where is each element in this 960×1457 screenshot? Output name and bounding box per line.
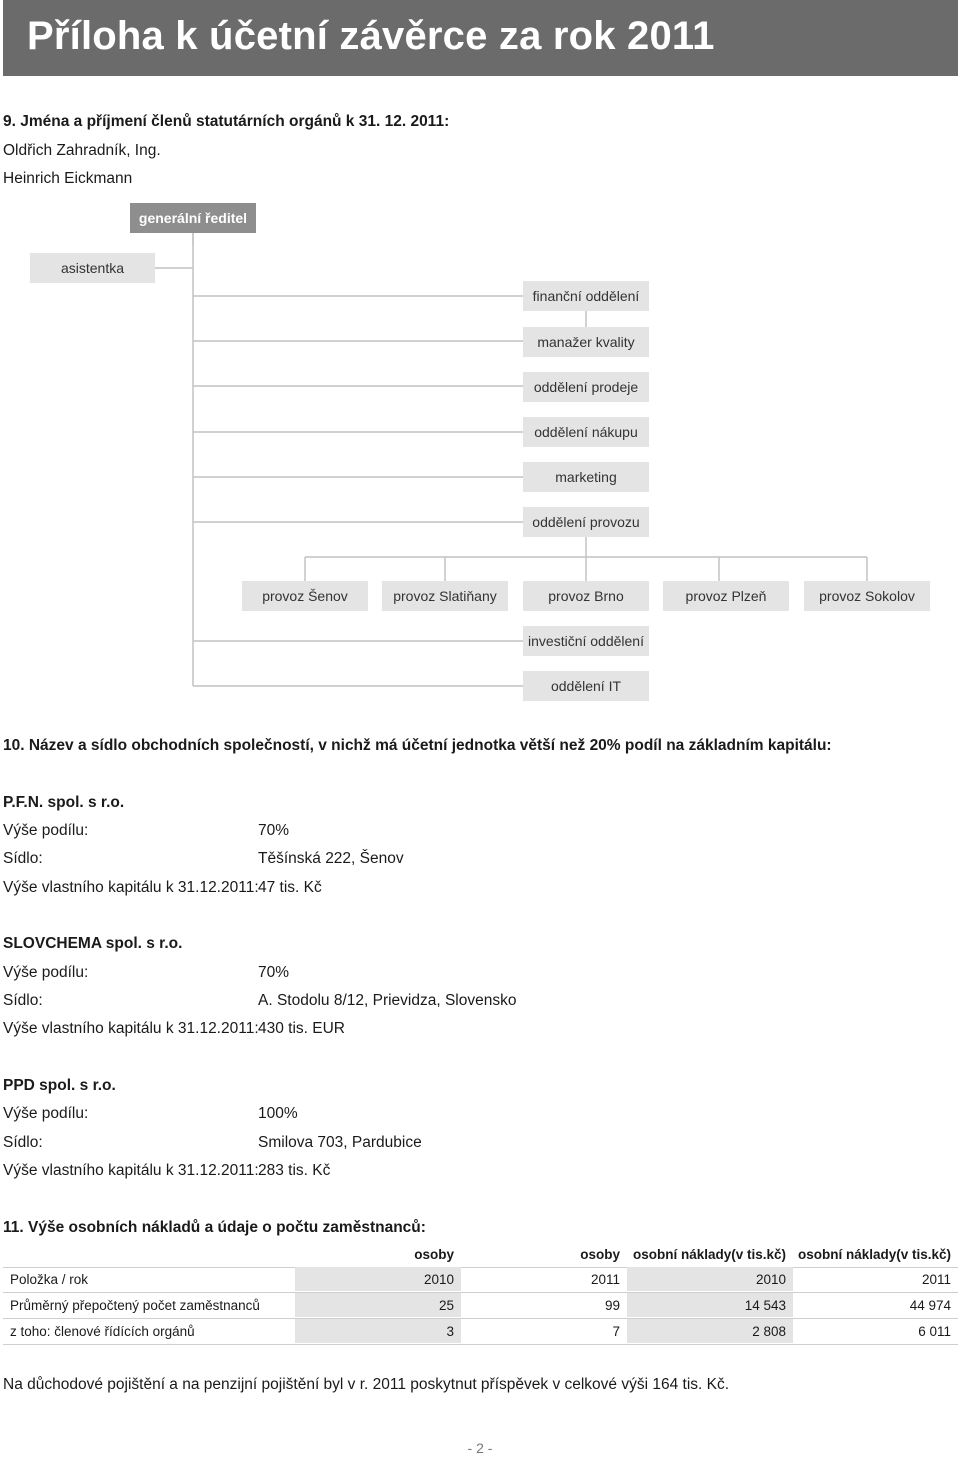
company-share-label: Výše podílu: — [3, 1105, 89, 1122]
company-seat-label: Sídlo: — [3, 1134, 43, 1151]
personnel-table — [3, 1242, 958, 1345]
section10-heading: 10. Název a sídlo obchodních společností, v nichž má účetní jednotka větší než 20% podíl na základním kapitálu: — [3, 737, 832, 754]
table-cell: 2010 — [627, 1267, 793, 1291]
org-box-department: finanční oddělení — [523, 281, 649, 311]
org-box-plant: provoz Brno — [523, 581, 649, 611]
org-box-department: oddělení nákupu — [523, 417, 649, 447]
company-seat-value: Smilova 703, Pardubice — [258, 1134, 422, 1151]
column-header: osoby — [580, 1246, 620, 1262]
company-seat-value: Těšínská 222, Šenov — [258, 850, 404, 867]
org-box-ceo: generální ředitel — [130, 203, 256, 233]
table-row — [3, 1293, 958, 1319]
column-header: osobní náklady(v tis.kč) — [797, 1246, 951, 1262]
member-name: Oldřich Zahradník, Ing. — [3, 142, 161, 159]
table-header-row — [3, 1242, 958, 1267]
company-share-value: 70% — [258, 822, 290, 839]
member-name: Heinrich Eickmann — [3, 170, 133, 187]
org-box-department: oddělení prodeje — [523, 372, 649, 402]
company-name: SLOVCHEMA spol. s r.o. — [3, 935, 183, 952]
page-number: - 2 - — [467, 1440, 493, 1456]
company-share-label: Výše podílu: — [3, 964, 89, 981]
company-share-label: Výše podílu: — [3, 822, 89, 839]
table-cell: 2011 — [921, 1271, 951, 1287]
company-capital-label: Výše vlastního kapitálu k 31.12.2011: — [3, 1020, 259, 1037]
table-cell: 14 543 — [627, 1293, 793, 1317]
row-label: Průměrný přepočtený počet zaměstnanců — [10, 1297, 260, 1313]
org-box-it: oddělení IT — [523, 671, 649, 701]
company-capital-label: Výše vlastního kapitálu k 31.12.2011: — [3, 1162, 259, 1179]
company-capital-label: Výše vlastního kapitálu k 31.12.2011: — [3, 879, 259, 896]
org-box-department: manažer kvality — [523, 327, 649, 357]
table-cell: 2011 — [590, 1271, 620, 1287]
company-seat-value: A. Stodolu 8/12, Prievidza, Slovensko — [258, 992, 517, 1009]
org-box-plant: provoz Šenov — [242, 581, 368, 611]
column-header: osoby — [414, 1246, 454, 1262]
table-row — [3, 1319, 958, 1345]
org-box-plant: provoz Slatiňany — [382, 581, 508, 611]
company-share-value: 100% — [258, 1105, 298, 1122]
company-capital-value: 430 tis. EUR — [258, 1020, 346, 1037]
pension-footnote: Na důchodové pojištění a na penzijní pojištění byl v r. 2011 poskytnut příspěvek v celkové výši 164 tis. Kč. — [3, 1376, 730, 1393]
company-share-value: 70% — [258, 964, 290, 981]
section9-heading: 9. Jména a příjmení členů statutárních orgánů k 31. 12. 2011: — [3, 113, 450, 130]
table-cell: 2 808 — [627, 1319, 793, 1343]
company-seat-label: Sídlo: — [3, 850, 43, 867]
table-cell: 3 — [295, 1319, 461, 1343]
column-header: osobní náklady(v tis.kč) — [632, 1246, 786, 1262]
org-box-investment: investiční oddělení — [523, 626, 649, 656]
company-capital-value: 283 tis. Kč — [258, 1162, 331, 1179]
org-box-department: marketing — [523, 462, 649, 492]
row-label: Položka / rok — [10, 1271, 89, 1287]
company-capital-value: 47 tis. Kč — [258, 879, 322, 896]
org-box-department: oddělení provozu — [523, 507, 649, 537]
org-box-assistant: asistentka — [30, 253, 155, 283]
page-title: Příloha k účetní závěrce za rok 2011 — [27, 14, 715, 58]
company-name: PPD spol. s r.o. — [3, 1077, 116, 1094]
table-cell: 6 011 — [918, 1323, 951, 1339]
table-cell: 44 974 — [909, 1297, 951, 1313]
org-box-plant: provoz Plzeň — [663, 581, 789, 611]
table-cell: 25 — [295, 1293, 461, 1317]
table-cell: 7 — [612, 1323, 620, 1339]
row-label: z toho: členové řídících orgánů — [10, 1323, 195, 1339]
table-cell: 99 — [604, 1297, 620, 1313]
org-box-plant: provoz Sokolov — [804, 581, 930, 611]
section11-heading: 11. Výše osobních nákladů a údaje o počtu zaměstnanců: — [3, 1219, 426, 1236]
company-seat-label: Sídlo: — [3, 992, 43, 1009]
table-row — [3, 1267, 958, 1293]
table-cell: 2010 — [295, 1267, 461, 1291]
company-name: P.F.N. spol. s r.o. — [3, 794, 125, 811]
